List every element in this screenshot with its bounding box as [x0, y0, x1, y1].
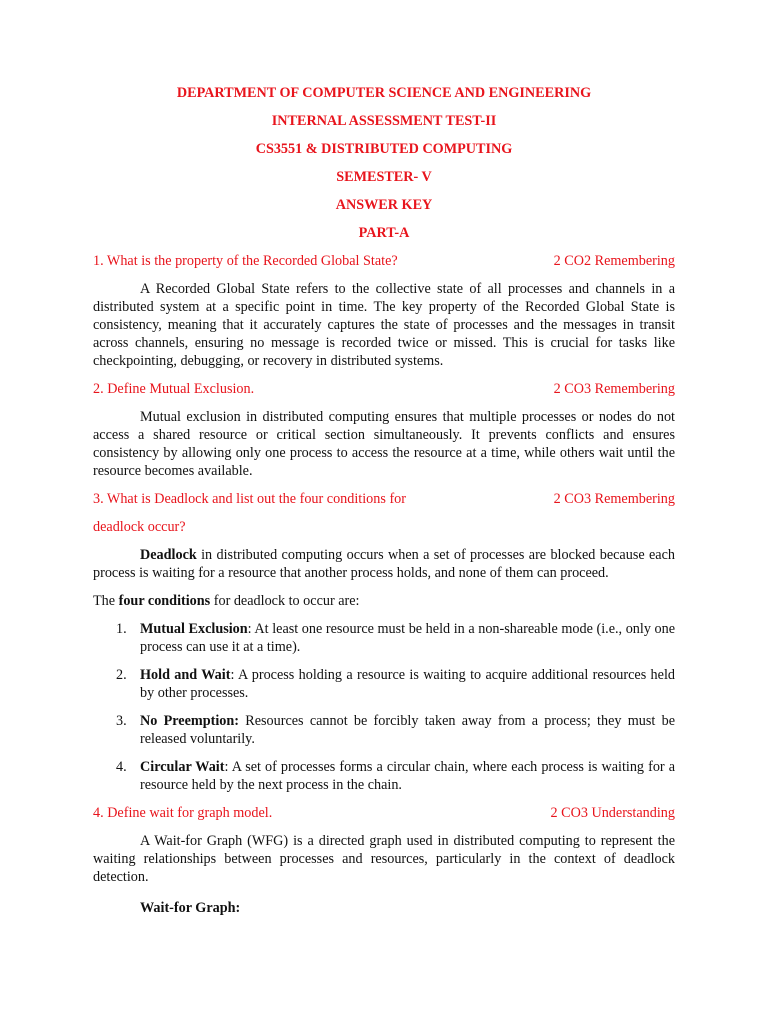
- question-2: [93, 380, 675, 408]
- list-item: [93, 758, 675, 794]
- list-item: [93, 666, 675, 702]
- question-4: [93, 804, 675, 832]
- condition-text: : A set of processes forms a circular chain, where each process is waiting for a resource held by the next process in the chain.: [140, 759, 675, 793]
- condition-title: Hold and Wait: [140, 667, 231, 683]
- part-title: PART-A: [358, 225, 410, 241]
- list-number: 3.: [116, 713, 127, 729]
- list-item: [93, 712, 675, 748]
- list-number: 4.: [116, 759, 127, 775]
- answer-1: A Recorded Global State refers to the collective state of all processes and channels in a distributed system at a specific point in time. The key property of the Recorded Global State is consistency, meaning that it accurately captures the state of processes and the messages in transit across channels, ensuring no message is recorded twice or missed. This is crucial for tasks like checkpointing, debugging, or recovery in distributed systems.: [93, 281, 675, 369]
- list-item: [93, 620, 675, 656]
- condition-text: : A process holding a resource is waiting to acquire additional resources held by other processes.: [140, 667, 675, 701]
- list-number: 2.: [116, 667, 127, 683]
- department-title: DEPARTMENT OF COMPUTER SCIENCE AND ENGINEERING: [176, 85, 592, 101]
- question-3-marks: 2 CO3 Remembering: [553, 491, 675, 507]
- answer-key-title: ANSWER KEY: [335, 197, 433, 213]
- question-3-text-cont: deadlock occur?: [93, 519, 186, 535]
- test-title: INTERNAL ASSESSMENT TEST-II: [271, 113, 497, 129]
- condition-text: : At least one resource must be held in a non-shareable mode (i.e., only one process can use it at a time).: [140, 621, 675, 655]
- question-3: [93, 490, 675, 518]
- condition-title: No Preemption:: [140, 713, 239, 729]
- course-title: CS3551 & DISTRIBUTED COMPUTING: [255, 141, 513, 157]
- answer-key-page: [93, 84, 675, 917]
- four-conditions-term: four conditions: [118, 593, 211, 609]
- condition-title: Circular Wait: [140, 759, 225, 775]
- answer-4: A Wait-for Graph (WFG) is a directed graph used in distributed computing to represent the waiting relationships between processes and resources, particularly in the context of deadlock detection.: [93, 833, 675, 885]
- list-number: 1.: [116, 621, 127, 637]
- answer-3-text: in distributed computing occurs when a set of processes are blocked because each process is waiting for a resource that another process holds, and none of them can proceed.: [93, 547, 675, 581]
- question-4-text: 4. Define wait for graph model.: [93, 805, 273, 821]
- question-1: [93, 252, 675, 280]
- question-4-marks: 2 CO3 Understanding: [550, 805, 675, 821]
- question-1-marks: 2 CO2 Remembering: [553, 253, 675, 269]
- conditions-intro: The four conditions for deadlock to occur are:: [93, 593, 360, 609]
- wait-for-graph-heading: Wait-for Graph:: [140, 900, 241, 916]
- answer-3: [93, 546, 675, 582]
- question-2-text: 2. Define Mutual Exclusion.: [93, 381, 255, 397]
- question-3-text: 3. What is Deadlock and list out the four conditions for: [93, 491, 406, 507]
- question-2-marks: 2 CO3 Remembering: [553, 381, 675, 397]
- answer-2: Mutual exclusion in distributed computing ensures that multiple processes or nodes do not access a shared resource or critical section simultaneously. It prevents conflicts and ensures consistency by allowing only one process to access the resource at a time, while others wait until the resource becomes available.: [93, 409, 675, 479]
- semester-title: SEMESTER- V: [336, 169, 432, 185]
- condition-title: Mutual Exclusion: [140, 621, 248, 637]
- condition-text: Resources cannot be forcibly taken away from a process; they must be released voluntarily.: [140, 713, 675, 747]
- question-3-continued: [93, 518, 675, 546]
- deadlock-term: Deadlock: [140, 547, 197, 563]
- question-1-text: 1. What is the property of the Recorded Global State?: [93, 253, 398, 269]
- deadlock-conditions-list: [93, 620, 675, 794]
